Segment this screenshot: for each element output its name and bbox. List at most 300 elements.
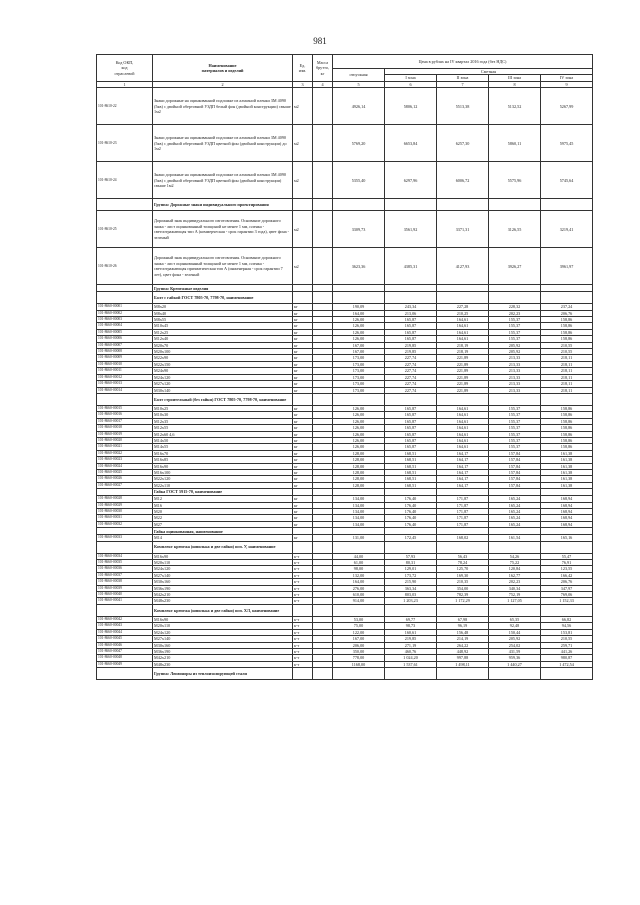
item-code: 101-8660-00047 bbox=[97, 648, 153, 654]
zone-1-price: 227,74 bbox=[385, 355, 437, 361]
empty-cell bbox=[333, 285, 385, 292]
empty-cell bbox=[293, 285, 313, 292]
zone-3-price: 157,84 bbox=[489, 469, 541, 475]
zone-1-price: 227,74 bbox=[385, 381, 437, 387]
zone-2-price: 227,28 bbox=[437, 304, 489, 310]
item-name: М10х30 bbox=[153, 412, 293, 418]
zone-3-price: 155,37 bbox=[489, 336, 541, 342]
item-code: 101-8660-00002 bbox=[97, 310, 153, 316]
col-number: 2 bbox=[153, 81, 293, 87]
zone-3-price: 157,84 bbox=[489, 463, 541, 469]
item-name: М16х90 bbox=[153, 616, 293, 622]
zone-3-price: 157,84 bbox=[489, 476, 541, 482]
zone-2-price: 164,17 bbox=[437, 457, 489, 463]
zone-3-price: 157,84 bbox=[489, 450, 541, 456]
zone-2-price: 125,70 bbox=[437, 566, 489, 572]
header-code-label-2: код bbox=[121, 65, 128, 71]
zone-4-price: 161,38 bbox=[541, 457, 593, 463]
item-name: М22х90 bbox=[153, 355, 293, 361]
item-mass bbox=[313, 248, 333, 285]
item-name: М14х50 bbox=[153, 437, 293, 443]
zone-1-price: 227,74 bbox=[385, 374, 437, 380]
zone-1-price: 165,87 bbox=[385, 425, 437, 431]
wholesale-price: 128,00 bbox=[333, 463, 385, 469]
zone-4-price: 55,47 bbox=[541, 553, 593, 559]
item-name: М42х210 bbox=[153, 592, 293, 598]
empty-cell bbox=[385, 285, 437, 292]
zone-4-price: 5975,45 bbox=[541, 125, 593, 162]
page-number: 981 bbox=[313, 36, 327, 46]
group-title: Группа: Дорожные знаки индивидуального проектирования bbox=[153, 199, 293, 211]
zone-1-price: 165,87 bbox=[385, 336, 437, 342]
header-estimate: Сметная bbox=[385, 69, 593, 75]
zone-1-price: 176,40 bbox=[385, 502, 437, 508]
item-code: 101-8660-00022 bbox=[97, 450, 153, 456]
item-code: 101-8660-00005 bbox=[97, 329, 153, 335]
empty-cell bbox=[541, 668, 593, 680]
wholesale-price: 167,00 bbox=[333, 342, 385, 348]
zone-4-price: 218,11 bbox=[541, 361, 593, 367]
item-name: М8х55 bbox=[153, 317, 293, 323]
item-mass bbox=[313, 211, 333, 248]
zone-1-price: 165,87 bbox=[385, 405, 437, 411]
empty-cell bbox=[333, 393, 385, 405]
price-table bbox=[96, 54, 593, 680]
wholesale-price: 3623,36 bbox=[333, 248, 385, 285]
empty-cell bbox=[489, 528, 541, 535]
wholesale-price: 126,00 bbox=[333, 418, 385, 424]
zone-1-price: 243,34 bbox=[385, 304, 437, 310]
zone-2-price: 164,61 bbox=[437, 323, 489, 329]
empty-cell bbox=[385, 199, 437, 211]
zone-4-price: 161,38 bbox=[541, 469, 593, 475]
zone-4-price: 168,94 bbox=[541, 502, 593, 508]
col-number: 7 bbox=[437, 81, 489, 87]
empty-cell bbox=[293, 604, 313, 616]
item-unit: кг bbox=[293, 521, 313, 527]
zone-3-price: 54,26 bbox=[489, 553, 541, 559]
wholesale-price: 5769,20 bbox=[333, 125, 385, 162]
empty-cell bbox=[333, 604, 385, 616]
item-name: М12х55 bbox=[153, 425, 293, 431]
zone-4-price: 66,82 bbox=[541, 616, 593, 622]
item-name: М48х230 bbox=[153, 598, 293, 604]
wholesale-price: 173,00 bbox=[333, 387, 385, 393]
empty-cell bbox=[541, 393, 593, 405]
item-code: 101-8660-00018 bbox=[97, 425, 153, 431]
zone-3-price: 3126,55 bbox=[489, 211, 541, 248]
subgroup-header-row bbox=[97, 528, 593, 535]
empty-cell bbox=[541, 292, 593, 304]
item-code: 101-8660-00020 bbox=[97, 437, 153, 443]
item-unit: к-т bbox=[293, 566, 313, 572]
empty-cell bbox=[313, 199, 333, 211]
item-name: М8х40 bbox=[153, 310, 293, 316]
wholesale-price: 173,00 bbox=[333, 361, 385, 367]
zone-3-price: 162,77 bbox=[489, 572, 541, 578]
item-unit: м2 bbox=[293, 125, 313, 162]
item-unit: кг bbox=[293, 502, 313, 508]
zone-3-price: 157,84 bbox=[489, 482, 541, 488]
zone-4-price: 158,86 bbox=[541, 317, 593, 323]
wholesale-price: 128,00 bbox=[333, 482, 385, 488]
zone-1-price: 5806,12 bbox=[385, 88, 437, 125]
zone-2-price: 3371,31 bbox=[437, 211, 489, 248]
item-name: М12х60 4,6 bbox=[153, 431, 293, 437]
col-number: 8 bbox=[489, 81, 541, 87]
zone-3-price: 92,48 bbox=[489, 623, 541, 629]
zone-3-price: 254,02 bbox=[489, 642, 541, 648]
item-unit: кг bbox=[293, 509, 313, 515]
group-title: Группа: Люминоры из теплоизолирующей стали bbox=[153, 668, 293, 680]
group-title: Группа: Крепежные изделия bbox=[153, 285, 293, 292]
item-unit: кг bbox=[293, 336, 313, 342]
item-mass bbox=[313, 125, 333, 162]
item-name: М20х70 bbox=[153, 342, 293, 348]
zone-1-price: 165,87 bbox=[385, 437, 437, 443]
group-title: Болт с гайкой ГОСТ 7805-70, 7798-70, наименование bbox=[153, 292, 293, 304]
empty-cell bbox=[489, 393, 541, 405]
zone-4-price: 76,91 bbox=[541, 560, 593, 566]
empty-cell bbox=[489, 199, 541, 211]
zone-3-price: 205,92 bbox=[489, 349, 541, 355]
zone-3-price: 165,24 bbox=[489, 496, 541, 502]
item-unit: м2 bbox=[293, 211, 313, 248]
zone-2-price: 96,19 bbox=[437, 623, 489, 629]
item-code: 101-8660-00026 bbox=[97, 476, 153, 482]
empty-cell bbox=[333, 528, 385, 535]
item-unit: к-т bbox=[293, 598, 313, 604]
item-code: 101-8660-00024 bbox=[97, 463, 153, 469]
col-number: 4 bbox=[313, 81, 333, 87]
zone-2-price: 78,24 bbox=[437, 560, 489, 566]
zone-1-price: 176,40 bbox=[385, 515, 437, 521]
item-name: Знаки дорожные на оцинкованной подложке из алмазной пленки 3М 4090 (5кв) с двойной обертовной УЗДП белый фон (двойной конструкции) свыше 1м2 bbox=[153, 88, 293, 125]
empty-cell bbox=[293, 199, 313, 211]
item-code: 101-8660-00017 bbox=[97, 418, 153, 424]
empty-cell bbox=[313, 489, 333, 496]
empty-cell bbox=[541, 285, 593, 292]
price-table-body bbox=[97, 88, 593, 680]
item-code: 101-8660-00028 bbox=[97, 496, 153, 502]
empty-cell bbox=[385, 541, 437, 553]
item-unit: кг bbox=[293, 425, 313, 431]
zone-3-price: 3926,27 bbox=[489, 248, 541, 285]
zone-2-price: 164,17 bbox=[437, 450, 489, 456]
wholesale-price: 167,00 bbox=[333, 349, 385, 355]
wholesale-price: 126,00 bbox=[333, 323, 385, 329]
item-name: М16х85 bbox=[153, 457, 293, 463]
item-code: 101-8660-00042 bbox=[97, 616, 153, 622]
group-title: Комплект крепежа (шпилька и две гайки) исп. ХЛ, наименование bbox=[153, 604, 293, 616]
item-code: 101-8660-00006 bbox=[97, 336, 153, 342]
zone-3-price: 431,59 bbox=[489, 648, 541, 654]
zone-1-price: 165,87 bbox=[385, 444, 437, 450]
item-mass bbox=[313, 162, 333, 199]
item-unit: к-т bbox=[293, 623, 313, 629]
empty-cell bbox=[97, 199, 153, 211]
table-row bbox=[97, 248, 593, 285]
item-name: М24х90 bbox=[153, 368, 293, 374]
zone-4-price: 218,11 bbox=[541, 355, 593, 361]
item-name: М30х160 bbox=[153, 642, 293, 648]
zone-3-price: 155,37 bbox=[489, 323, 541, 329]
zone-4-price: 158,86 bbox=[541, 437, 593, 443]
wholesale-price: 126,00 bbox=[333, 437, 385, 443]
item-code: 101-8660-00004 bbox=[97, 323, 153, 329]
item-code: 101-8660-00003 bbox=[97, 317, 153, 323]
zone-1-price: 57,93 bbox=[385, 553, 437, 559]
empty-cell bbox=[97, 292, 153, 304]
item-code: 101-8660-00048 bbox=[97, 655, 153, 661]
zone-4-price: 210,55 bbox=[541, 636, 593, 642]
col-number: 9 bbox=[541, 81, 593, 87]
item-code: 101-8660-00007 bbox=[97, 342, 153, 348]
item-code: 101-8660-00029 bbox=[97, 502, 153, 508]
empty-cell bbox=[293, 393, 313, 405]
zone-2-price: 221,89 bbox=[437, 374, 489, 380]
zone-4-price: 165,16 bbox=[541, 535, 593, 541]
item-code: 101-8660-00037 bbox=[97, 572, 153, 578]
wholesale-price: 44,00 bbox=[333, 553, 385, 559]
empty-cell bbox=[333, 292, 385, 304]
zone-1-price: 363,34 bbox=[385, 585, 437, 591]
zone-2-price: 168,02 bbox=[437, 535, 489, 541]
zone-2-price: 171,87 bbox=[437, 509, 489, 515]
item-unit: кг bbox=[293, 323, 313, 329]
zone-3-price: 752,19 bbox=[489, 592, 541, 598]
zone-3-price: 213,33 bbox=[489, 381, 541, 387]
item-unit: к-т bbox=[293, 560, 313, 566]
zone-3-price: 155,37 bbox=[489, 412, 541, 418]
item-code: 101-8660-00015 bbox=[97, 405, 153, 411]
zone-1-price: 227,74 bbox=[385, 387, 437, 393]
wholesale-price: 128,00 bbox=[333, 457, 385, 463]
zone-4-price: 158,86 bbox=[541, 405, 593, 411]
zone-1-price: 165,87 bbox=[385, 412, 437, 418]
zone-4-price: 206,76 bbox=[541, 310, 593, 316]
item-name: М36х190 bbox=[153, 648, 293, 654]
item-code: 101-8610-26 bbox=[97, 248, 153, 285]
zone-3-price: 228,32 bbox=[489, 304, 541, 310]
empty-cell bbox=[489, 541, 541, 553]
wholesale-price: 190,09 bbox=[333, 304, 385, 310]
zone-2-price: 169,30 bbox=[437, 572, 489, 578]
zone-2-price: 171,87 bbox=[437, 502, 489, 508]
group-title: Комплект крепежа (шпилька и две гайки) исп. У, наименование bbox=[153, 541, 293, 553]
zone-3-price: 205,92 bbox=[489, 342, 541, 348]
item-code: 101-8660-00043 bbox=[97, 623, 153, 629]
item-code: 101-8660-00044 bbox=[97, 629, 153, 635]
zone-1-price: 219,85 bbox=[385, 342, 437, 348]
header-code-label-3: отраслевой bbox=[114, 70, 135, 76]
item-name: М20х110 bbox=[153, 560, 293, 566]
zone-2-price: 5513,38 bbox=[437, 88, 489, 125]
zone-2-price: 164,61 bbox=[437, 336, 489, 342]
zone-3-price: 155,37 bbox=[489, 418, 541, 424]
item-name: М30х140 bbox=[153, 387, 293, 393]
item-unit: кг bbox=[293, 317, 313, 323]
zone-4-price: 168,94 bbox=[541, 496, 593, 502]
zone-3-price: 205,92 bbox=[489, 636, 541, 642]
zone-4-price: 158,86 bbox=[541, 323, 593, 329]
zone-1-price: 176,40 bbox=[385, 521, 437, 527]
header-zone-1: I зона bbox=[385, 75, 437, 81]
zone-4-price: 161,38 bbox=[541, 463, 593, 469]
zone-3-price: 213,33 bbox=[489, 387, 541, 393]
zone-4-price: 259,71 bbox=[541, 642, 593, 648]
item-name: М10х25 bbox=[153, 405, 293, 411]
header-mass bbox=[313, 55, 333, 82]
item-unit: к-т bbox=[293, 655, 313, 661]
wholesale-price: 132,00 bbox=[333, 572, 385, 578]
zone-4-price: 210,55 bbox=[541, 349, 593, 355]
zone-1-price: 168,51 bbox=[385, 457, 437, 463]
zone-1-price: 176,40 bbox=[385, 496, 437, 502]
zone-1-price: 168,51 bbox=[385, 463, 437, 469]
item-unit: кг bbox=[293, 329, 313, 335]
subgroup-header-row bbox=[97, 541, 593, 553]
zone-2-price: 6257,30 bbox=[437, 125, 489, 162]
item-unit: кг bbox=[293, 368, 313, 374]
empty-cell bbox=[313, 292, 333, 304]
empty-cell bbox=[437, 541, 489, 553]
item-unit: кг bbox=[293, 349, 313, 355]
wholesale-price: 126,00 bbox=[333, 425, 385, 431]
item-name: Знаки дорожные на оцинкованной подложке из алмазной пленки 3М 4090 (5кв) с двойной обертовной УЗДП цветной фон (двойной конструкции) до 1м2 bbox=[153, 125, 293, 162]
zone-2-price: 164,17 bbox=[437, 463, 489, 469]
zone-3-price: 65,35 bbox=[489, 616, 541, 622]
zone-3-price: 213,33 bbox=[489, 368, 541, 374]
zone-2-price: 782,39 bbox=[437, 592, 489, 598]
item-code: 101-8660-00016 bbox=[97, 412, 153, 418]
zone-2-price: 164,61 bbox=[437, 418, 489, 424]
group-header-row bbox=[97, 199, 593, 211]
item-code: 101-8660-00040 bbox=[97, 592, 153, 598]
wholesale-price: 164,00 bbox=[333, 579, 385, 585]
zone-4-price: 158,86 bbox=[541, 444, 593, 450]
item-unit: к-т bbox=[293, 592, 313, 598]
empty-cell bbox=[437, 528, 489, 535]
zone-1-price: 176,40 bbox=[385, 509, 437, 515]
item-unit: к-т bbox=[293, 629, 313, 635]
item-name: М20х110 bbox=[153, 623, 293, 629]
empty-cell bbox=[97, 393, 153, 405]
zone-2-price: 264,22 bbox=[437, 642, 489, 648]
zone-3-price: 165,24 bbox=[489, 502, 541, 508]
zone-1-price: 6653,84 bbox=[385, 125, 437, 162]
wholesale-price: 3309,73 bbox=[333, 211, 385, 248]
zone-2-price: 221,89 bbox=[437, 368, 489, 374]
col-number: 5 bbox=[333, 81, 385, 87]
wholesale-price: 276,00 bbox=[333, 585, 385, 591]
zone-4-price: 1 152,33 bbox=[541, 598, 593, 604]
zone-4-price: 123,55 bbox=[541, 566, 593, 572]
empty-cell bbox=[97, 541, 153, 553]
item-unit: кг bbox=[293, 304, 313, 310]
item-code: 101-8660-00027 bbox=[97, 482, 153, 488]
empty-cell bbox=[437, 199, 489, 211]
item-name: М12х25 bbox=[153, 329, 293, 335]
empty-cell bbox=[313, 541, 333, 553]
item-name: М20х100 bbox=[153, 349, 293, 355]
zone-4-price: 168,94 bbox=[541, 509, 593, 515]
empty-cell bbox=[489, 489, 541, 496]
item-name: М24х120 bbox=[153, 374, 293, 380]
item-name: Знаки дорожные на оцинкованной подложке из алмазной пленки 3М 4090 (5кв) с двойной обертовной УЗДП цветной фон (двойной конструкции) свыше 1м2 bbox=[153, 162, 293, 199]
item-mass bbox=[313, 88, 333, 125]
table-row bbox=[97, 211, 593, 248]
header-unit bbox=[293, 55, 313, 82]
empty-cell bbox=[541, 199, 593, 211]
zone-1-price: 213,06 bbox=[385, 310, 437, 316]
item-unit: кг bbox=[293, 381, 313, 387]
empty-cell bbox=[293, 292, 313, 304]
item-name: М22х150 bbox=[153, 361, 293, 367]
subgroup-header-row bbox=[97, 489, 593, 496]
wholesale-price: 134,00 bbox=[333, 509, 385, 515]
zone-1-price: 3561,92 bbox=[385, 211, 437, 248]
subgroup-header-row bbox=[97, 292, 593, 304]
zone-4-price: 218,11 bbox=[541, 374, 593, 380]
item-code: 101-8660-00036 bbox=[97, 566, 153, 572]
item-name: М36х190 bbox=[153, 585, 293, 591]
zone-3-price: 161,54 bbox=[489, 535, 541, 541]
item-name: М27х140 bbox=[153, 572, 293, 578]
wholesale-price: 206,00 bbox=[333, 642, 385, 648]
item-name: Дорожный знак индивидуального изготовления. Основание дорожного знака - лист оцинкованный толщиной не менее 1 мм, пленка - светоотражающая тип А (коммерческая - срок гарантии 3 года), цвет фона - зеленый bbox=[153, 211, 293, 248]
zone-4-price: 5745,64 bbox=[541, 162, 593, 199]
wholesale-price: 173,00 bbox=[333, 374, 385, 380]
empty-cell bbox=[541, 489, 593, 496]
item-code: 101-8610-25 bbox=[97, 211, 153, 248]
wholesale-price: 128,00 bbox=[333, 476, 385, 482]
zone-1-price: 168,51 bbox=[385, 482, 437, 488]
wholesale-price: 173,00 bbox=[333, 381, 385, 387]
zone-2-price: 221,89 bbox=[437, 355, 489, 361]
item-name: М16х90 bbox=[153, 553, 293, 559]
empty-cell bbox=[437, 393, 489, 405]
zone-3-price: 155,37 bbox=[489, 405, 541, 411]
zone-3-price: 5575,96 bbox=[489, 162, 541, 199]
zone-3-price: 213,33 bbox=[489, 361, 541, 367]
item-code: 101-8610-22 bbox=[97, 88, 153, 125]
item-name: Дорожный знак индивидуального изготовления. Основание дорожного знака - лист оцинкованный толщиной не менее 1 мм, пленка - светоотражающая призматическая тип А (инженерная - срок гарантии 7 лет), цвет фона - зеленый bbox=[153, 248, 293, 285]
item-code: 101-8610-24 bbox=[97, 162, 153, 199]
empty-cell bbox=[293, 541, 313, 553]
table-row bbox=[97, 125, 593, 162]
item-name: М48х230 bbox=[153, 661, 293, 667]
zone-3-price: 150,44 bbox=[489, 629, 541, 635]
group-header-row bbox=[97, 285, 593, 292]
zone-2-price: 164,61 bbox=[437, 317, 489, 323]
zone-2-price: 164,61 bbox=[437, 329, 489, 335]
zone-1-price: 168,51 bbox=[385, 476, 437, 482]
zone-3-price: 155,37 bbox=[489, 444, 541, 450]
zone-4-price: 158,86 bbox=[541, 418, 593, 424]
wholesale-price: 134,00 bbox=[333, 502, 385, 508]
zone-2-price: 56,43 bbox=[437, 553, 489, 559]
zone-2-price: 4127,93 bbox=[437, 248, 489, 285]
zone-1-price: 1 024,20 bbox=[385, 655, 437, 661]
item-code: 101-8660-00031 bbox=[97, 515, 153, 521]
item-code: 101-8660-00014 bbox=[97, 387, 153, 393]
col-number: 3 bbox=[293, 81, 313, 87]
wholesale-price: 914,00 bbox=[333, 598, 385, 604]
item-unit: кг bbox=[293, 476, 313, 482]
wholesale-price: 98,00 bbox=[333, 566, 385, 572]
empty-cell bbox=[313, 668, 333, 680]
